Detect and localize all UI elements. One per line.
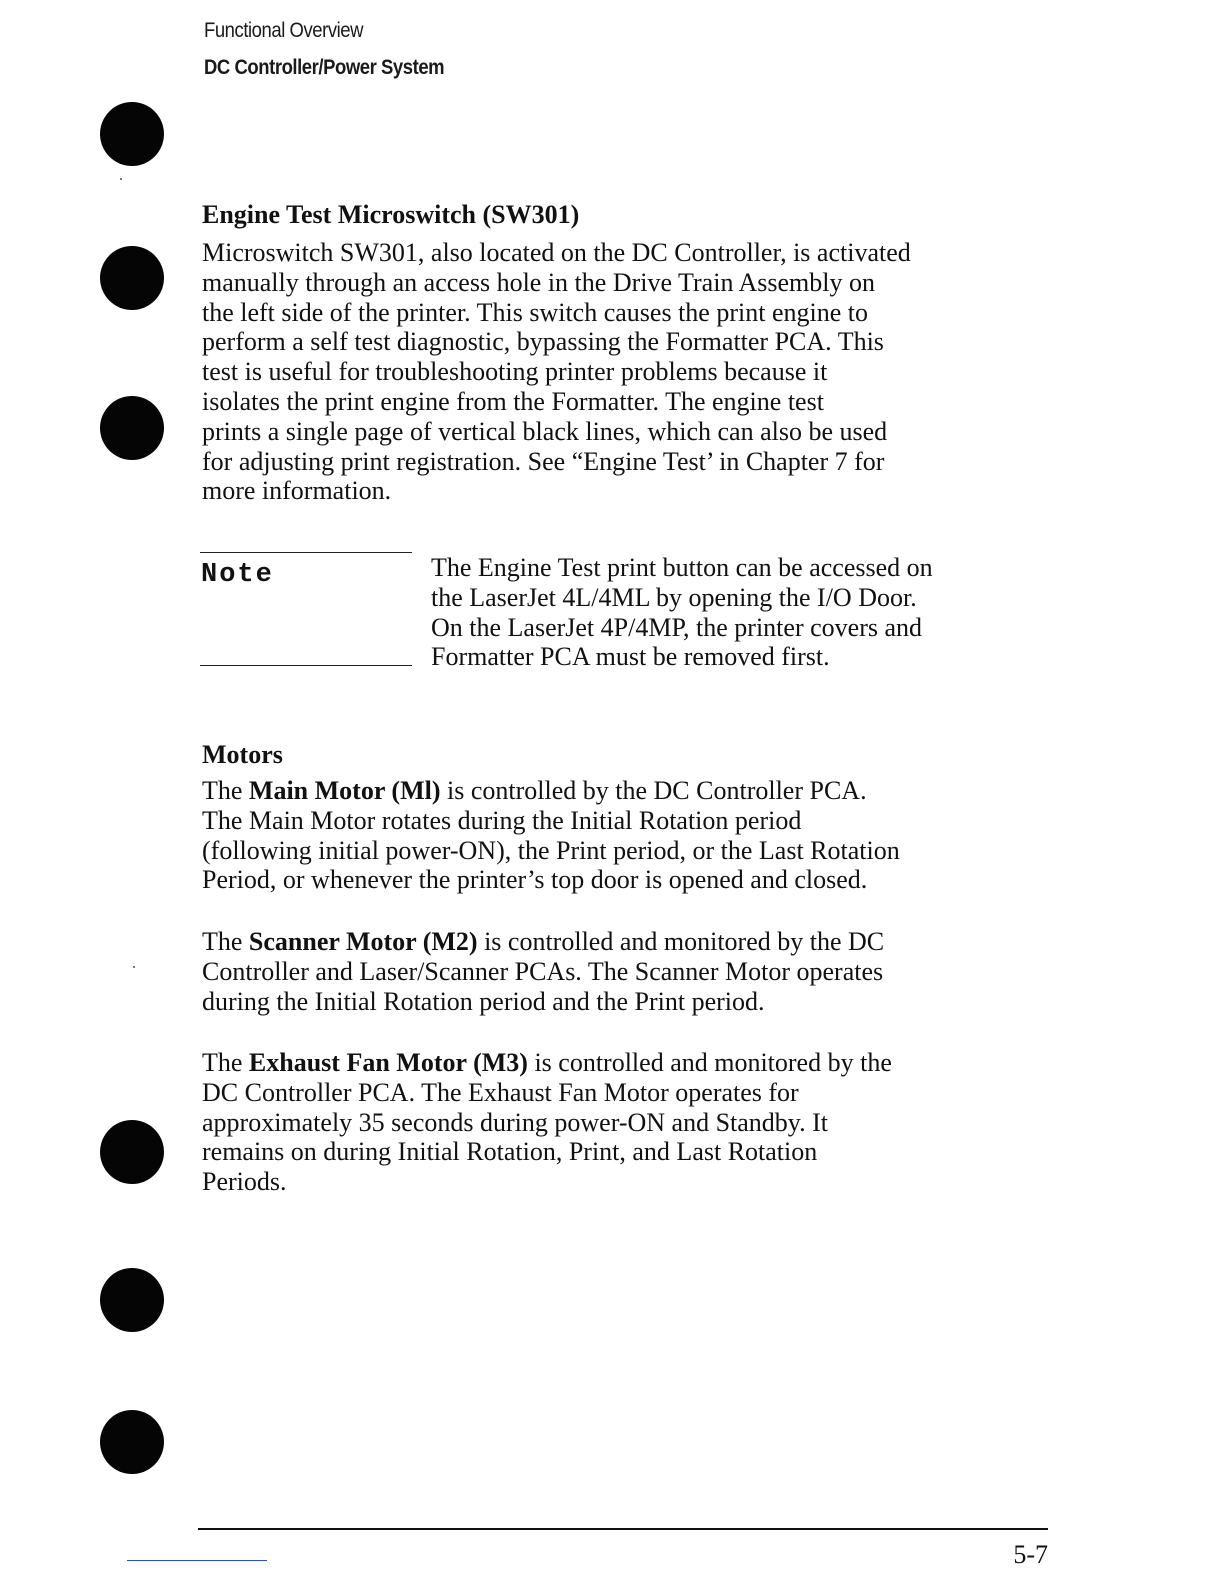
engine-test-line: Microswitch SW301, also located on the DC Controller, is activated [202,238,911,267]
binder-hole-5 [100,1268,164,1332]
binder-hole-6 [100,1410,164,1474]
exhaust-fan-line [202,1048,1062,1078]
main-motor-first-line: is controlled by the DC Controller PCA. [440,776,867,805]
engine-test-paragraph [202,238,1062,506]
engine-test-heading: Engine Test Microswitch (SW301) [202,200,580,229]
note-line: the LaserJet 4L/4ML by opening the I/O Door. [431,582,917,612]
exhaust-fan-line: Periods. [202,1167,287,1197]
scanner-motor-first-line: is controlled and monitored by the DC [477,927,885,956]
binder-hole-4 [100,1120,164,1184]
main-motor-line [202,776,1062,806]
scanner-motor-term: Scanner Motor (M2) [248,927,478,956]
page-number: 5-7 [1013,1540,1048,1569]
exhaust-fan-first-line: is controlled and monitored by the [527,1048,892,1077]
engine-test-line: manually through an access hole in the Drive Train Assembly on [202,267,876,297]
engine-test-line: isolates the print engine from the Formatter. The engine test [202,386,824,416]
note-top-rule [200,552,412,553]
engine-test-line: perform a self test diagnostic, bypassing the Formatter PCA. This [202,327,884,357]
main-motor-pre: The [202,776,249,805]
note-label: Note [201,560,274,590]
exhaust-fan-term: Exhaust Fan Motor (M3) [248,1048,528,1077]
note-line: The Engine Test print button can be accessed on [431,553,933,582]
scanner-motor-paragraph [202,927,1062,1016]
scanner-motor-line: during the Initial Rotation period and the Print period. [202,986,765,1016]
scanner-motor-pre: The [202,927,249,956]
motors-heading: Motors [202,740,283,769]
main-motor-line: The Main Motor rotates during the Initial Rotation period [202,805,802,835]
note-line: Formatter PCA must be removed first. [431,642,830,672]
main-motor-paragraph [202,776,1062,895]
engine-test-line: test is useful for troubleshooting printer problems because it [202,357,828,387]
binder-hole-3 [100,396,164,460]
footer-rule [198,1528,1048,1530]
engine-test-line: for adjusting print registration. See “Engine Test’ in Chapter 7 for [202,446,885,476]
main-motor-line: Period, or whenever the printer’s top door is opened and closed. [202,865,868,895]
scan-speck [120,178,122,180]
note-line: On the LaserJet 4P/4MP, the printer covers and [431,612,923,642]
footer-accent-rule [127,1560,267,1561]
exhaust-fan-pre: The [202,1048,249,1077]
binder-hole-2 [100,246,164,310]
running-header-section: Functional Overview [204,19,364,42]
exhaust-fan-line: approximately 35 seconds during power-ON and Standby. It [202,1107,828,1137]
engine-test-line: more information. [202,476,392,506]
main-motor-term: Main Motor (Ml) [248,776,441,805]
scan-speck [133,966,135,968]
running-header-subsection: DC Controller/Power System [204,56,445,79]
binder-hole-1 [100,102,164,166]
scanner-motor-line: Controller and Laser/Scanner PCAs. The Scanner Motor operates [202,956,884,986]
scanner-motor-line [202,927,1062,957]
exhaust-fan-line: DC Controller PCA. The Exhaust Fan Motor operates for [202,1077,799,1107]
engine-test-line: prints a single page of vertical black lines, which can also be used [202,416,888,446]
main-motor-line: (following initial power-ON), the Print period, or the Last Rotation [202,835,900,865]
engine-test-line: the left side of the printer. This switch causes the print engine to [202,297,868,327]
exhaust-fan-paragraph [202,1048,1062,1197]
note-text [431,553,1071,672]
note-bottom-rule [200,665,412,666]
exhaust-fan-line: remains on during Initial Rotation, Print, and Last Rotation [202,1137,818,1167]
